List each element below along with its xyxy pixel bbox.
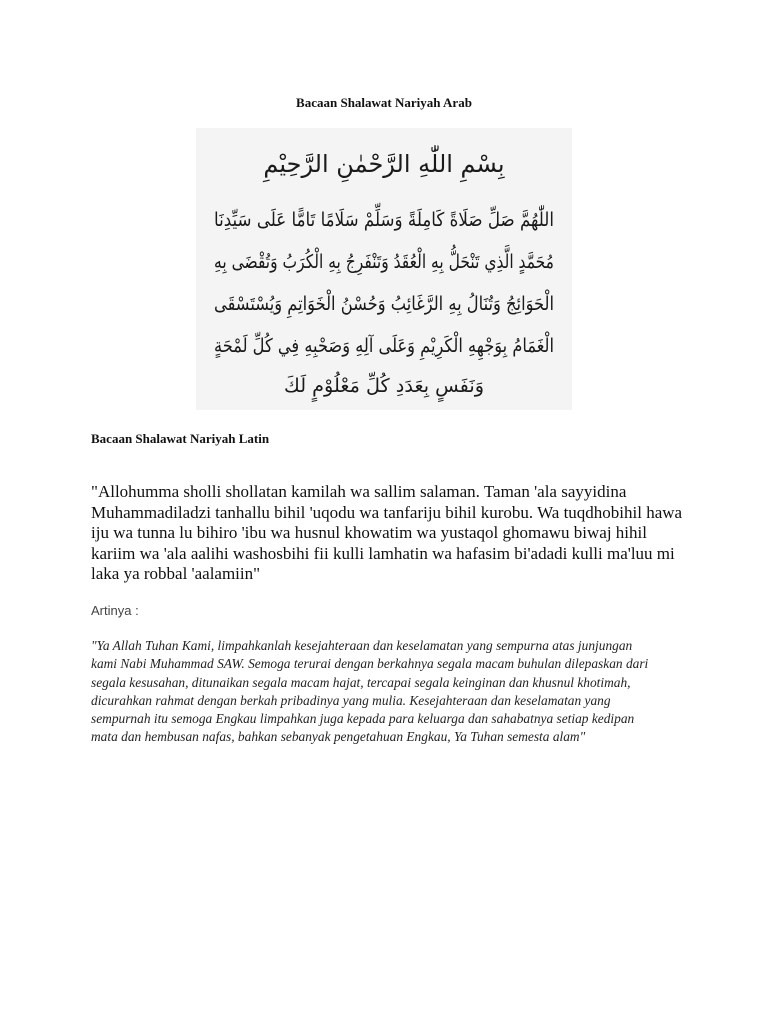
arabic-line-3: الْحَوَائِجُ وَتُنَالُ بِهِ الرَّغَائِبُ وَحُسْنُ الْخَوَاتِمِ وَيُسْتَسْقَى (214, 293, 611, 315)
calligraphy-svg (196, 128, 631, 410)
translation-text: "Ya Allah Tuhan Kami, limpahkanlah kesejahteraan dan keselamatan yang sempurna atas junjungan kami Nabi Muhammad SAW. Semoga terurai dengan berkahnya segala macam buhulan dilepaskan dari segala kesusahan, ditunaikan segala macam hajat, tercapai segala keinginan dan khusnul khotimah, dicurahkan rahmat dengan berkah pribadinya yang mulia. Kesejahteraan dan keselamatan yang sempurnah itu semoga Engkau limpahkan juga kepada para keluarga dan sahabatnya setiap kedipan mata dan hembusan nafas, bahkan sebanyak pengetahuan Engkau, Ya Tuhan semesta alam" (91, 638, 649, 745)
artinya-label: Artinya : (91, 603, 139, 618)
arabic-line-5: وَنَفَسٍ بِعَدَدِ كُلِّ مَعْلُوْمٍ لَكَ (284, 375, 482, 397)
arabic-line-4: الْغَمَامُ بِوَجْهِهِ الْكَرِيْمِ وَعَلَى آلِهِ وَصَحْبِهِ فِي كُلِّ لَمْحَةٍ (214, 335, 612, 357)
arabic-line-2: مُحَمَّدٍ الَّذِي تَنْحَلُّ بِهِ الْعُقَدُ وَتَنْفَرِجُ بِهِ الْكُرَبُ وَتُقْضَى بِهِ (214, 251, 631, 273)
arabic-calligraphy-image (196, 128, 631, 410)
latin-transliteration: "Allohumma sholli shollatan kamilah wa sallim salaman. Taman 'ala sayyidina Muhammadiladzi tanhallu bihil 'uqodu wa tanfariju bihil kurobu. Wa tuqdhobihil hawa iju wa tunna lu bihiro 'ibu wa husnul khowatim wa yustaqol ghomawu biwaj hihil kariim wa 'ala aalihi washosbihi fii kulli lamhatin wa hafasim bi'adadi kulli ma'luu mi laka ya robbal 'aalamiin" (91, 482, 683, 583)
heading-arabic-section: Bacaan Shalawat Nariyah Arab (296, 95, 472, 110)
arabic-line-1: اللّٰهُمَّ صَلِّ صَلَاةً كَامِلَةً وَسَلِّمْ سَلَامًا تَامًّا عَلَى سَيِّدِنَا (214, 209, 601, 231)
basmala-text: بِسْمِ اللّٰهِ الرَّحْمٰنِ الرَّحِيْمِ (263, 150, 505, 178)
heading-latin-section: Bacaan Shalawat Nariyah Latin (91, 431, 270, 446)
